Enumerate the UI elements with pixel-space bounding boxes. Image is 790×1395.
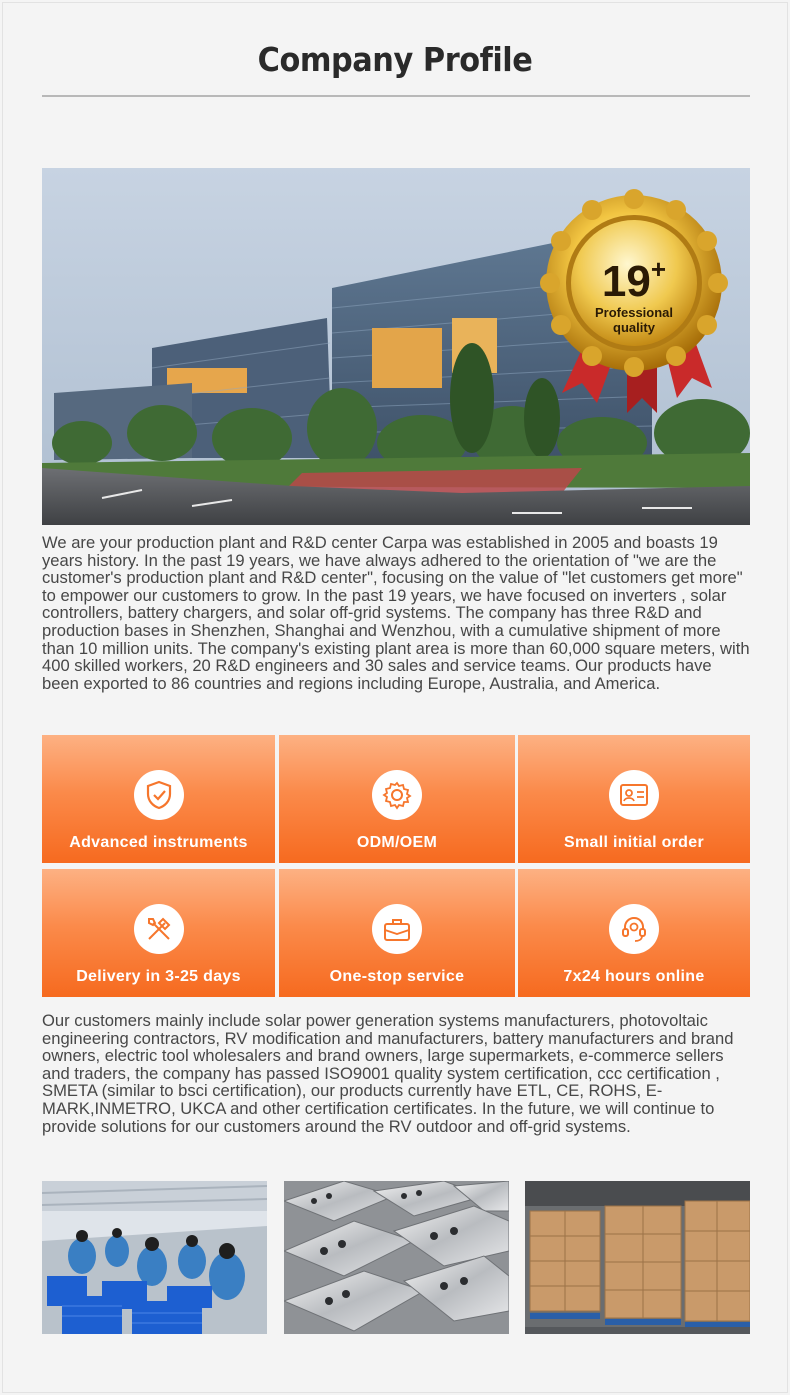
badge-line2: quality — [613, 320, 655, 335]
id-card-icon — [609, 770, 659, 820]
gear-icon — [372, 770, 422, 820]
shield-check-icon — [134, 770, 184, 820]
tools-icon — [134, 904, 184, 954]
intro-paragraph: We are your production plant and R&D center Carpa was established in 2005 and boasts 19 years history. In the past 19 years, we have always adhered to the orientation of "we are the customer's production plant and R&D center", focusing on the value of "let customers get more" to empower our customers to grow. In the past 19 years, we have focused on inverters , solar controllers, battery chargers, and solar off-grid systems. The company has three R&D and production bases in Shenzhen, Shanghai and Wenzhou, with a cumulative shipment of more than 10 million units. The company's existing plant area is more than 60,000 square meters, with 400 skilled workers, 20 R&D engineers and 30 sales and service teams. Our products have been exported to 86 countries and regions including Europe, Australia, and America. — [42, 533, 750, 693]
aluminum-housings-photo — [284, 1181, 509, 1334]
feature-one-stop-service — [279, 869, 515, 997]
feature-label: Advanced instruments — [69, 834, 248, 851]
feature-advanced-instruments — [42, 735, 275, 863]
factory-workers-photo — [42, 1181, 267, 1334]
badge-plus: + — [650, 254, 667, 284]
badge-text — [562, 246, 706, 335]
feature-24-7-online — [518, 869, 750, 997]
feature-label: Small initial order — [564, 834, 704, 851]
page-title: Company Profile — [257, 40, 533, 79]
feature-label: ODM/OEM — [356, 834, 438, 851]
feature-label: Delivery in 3-25 days — [76, 968, 241, 985]
feature-small-initial-order — [518, 735, 750, 863]
briefcase-icon — [372, 904, 422, 954]
feature-label: 7x24 hours online — [563, 968, 705, 985]
feature-delivery — [42, 869, 275, 997]
badge-number: 19 — [601, 257, 651, 306]
hero-building-image — [42, 168, 750, 525]
warehouse-boxes-photo — [525, 1181, 750, 1334]
title-divider — [42, 95, 750, 97]
feature-odm-oem — [279, 735, 515, 863]
customers-paragraph: Our customers mainly include solar power generation systems manufacturers, photovoltaic engineering contractors, RV modification and manufacturers, battery manufacturers and brand owners, electric tool wholesalers and brand owners, large supermarkets, e-commerce sellers and traders, the company has passed ISO9001 quality system certification, ccc certification , SMETA (similar to bsci certification), our products currently have ETL, CE, ROHS, E-MARK,INMETRO, UKCA and other certification certificates. In the future, we will continue to provide solutions for our customers around the RV outdoor and off-grid systems. — [42, 1011, 734, 1136]
badge-line1: Professional — [594, 305, 674, 320]
feature-label: One-stop service — [329, 968, 465, 985]
headset-icon — [609, 904, 659, 954]
